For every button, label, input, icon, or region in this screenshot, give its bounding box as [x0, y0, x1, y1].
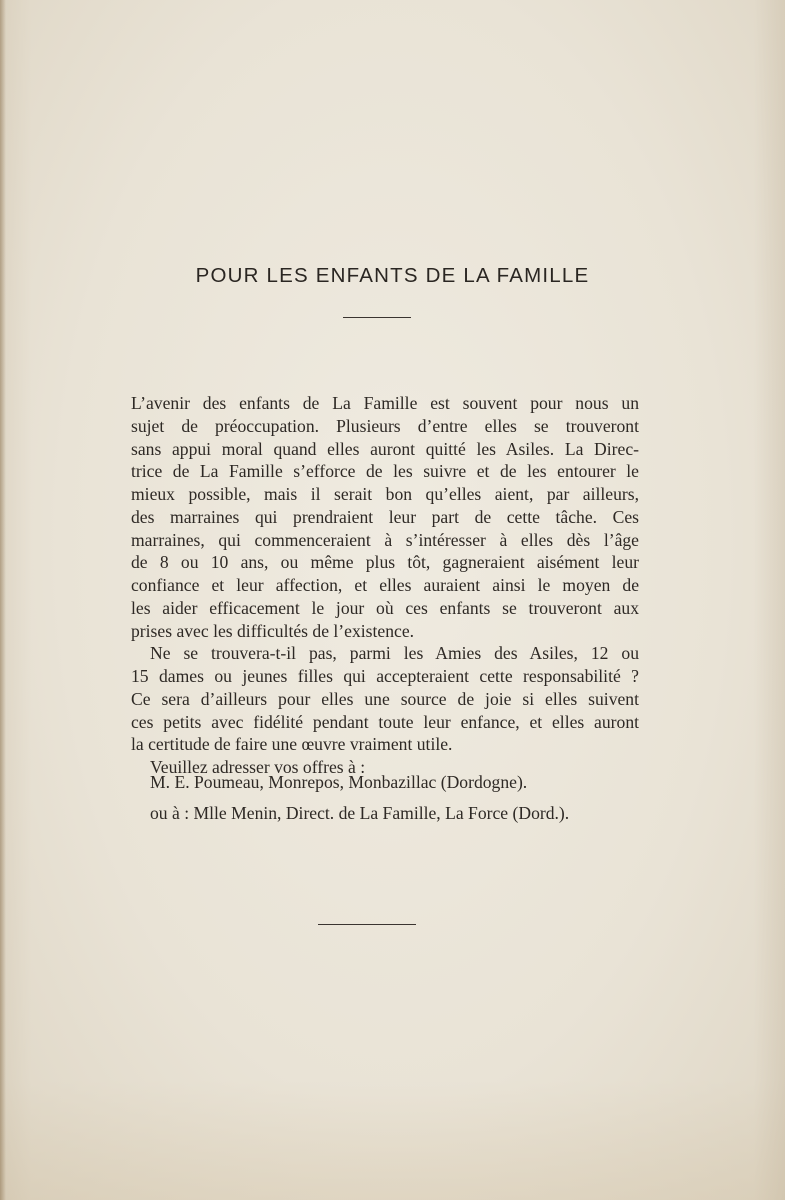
paragraph-1-line-2: sujet de préoccupation. Plusieurs d’entre elles se trouveront — [131, 415, 639, 436]
address-line-1: M. E. Poumeau, Monrepos, Monbazillac (Dordogne). — [150, 772, 528, 792]
paragraph-1-line-7: marraines, qui commenceraient à s’intéresser à elles dès l’âge — [131, 529, 639, 550]
paragraph-1-line-10: les aider efficacement le jour où ces enfants se trouveront aux — [131, 597, 639, 618]
paragraph-3-line-1: Veuillez adresser vos offres à : — [150, 757, 366, 777]
paragraph-2-line-5: la certitude de faire une œuvre vraiment utile. — [131, 734, 453, 755]
paragraph-1-line-11: prises avec les difficultés de l’existence. — [131, 620, 415, 641]
paragraph-1-line-4: trice de La Famille s’efforce de les suivre et de les entourer le — [131, 461, 639, 482]
paragraph-1-line-8: de 8 ou 10 ans, ou même plus tôt, gagneraient aisément leur — [131, 552, 639, 573]
paragraph-2-line-4: ces petits avec fidélité pendant toute leur enfance, et elles auront — [131, 711, 639, 732]
page-edge-shadow — [0, 0, 6, 1200]
title-divider — [343, 317, 411, 318]
paragraph-2-line-2: 15 dames ou jeunes filles qui accepteraient cette responsabilité ? — [131, 666, 639, 686]
end-divider — [318, 924, 416, 925]
article-body — [131, 392, 639, 779]
paragraph-1-line-9: confiance et leur affection, et elles auraient ainsi le moyen de — [131, 575, 639, 595]
page-title: POUR LES ENFANTS DE LA FAMILLE — [195, 264, 590, 287]
paragraph-2-line-3: Ce sera d’ailleurs pour elles une source de joie si elles suivent — [131, 688, 639, 709]
paragraph-1-line-6: des marraines qui prendraient leur part de cette tâche. Ces — [131, 506, 639, 527]
address-line-2: ou à : Mlle Menin, Direct. de La Famille, La Force (Dord.). — [150, 803, 570, 823]
paragraph-1-line-3: sans appui moral quand elles auront quitté les Asiles. La Direc- — [131, 438, 639, 459]
paragraph-1-line-1: L’avenir des enfants de La Famille est souvent pour nous un — [131, 393, 639, 413]
paragraph-2-line-1: Ne se trouvera-t-il pas, parmi les Amies des Asiles, 12 ou — [150, 643, 639, 664]
paragraph-1-line-5: mieux possible, mais il serait bon qu’elles aient, par ailleurs, — [131, 484, 639, 504]
